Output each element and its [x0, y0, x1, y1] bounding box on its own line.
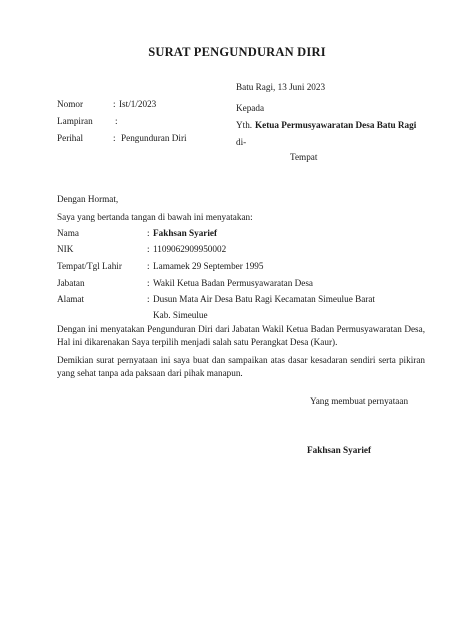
identity-alamat-sep: :: [147, 294, 150, 304]
place-date: Batu Ragi, 13 Juni 2023: [236, 82, 326, 92]
identity-nama-value: Fakhsan Syarief: [153, 228, 218, 238]
recipient-yth: Yth.: [236, 120, 253, 130]
recipient-kepada: Kepada: [236, 103, 265, 113]
meta-nomor-sep: :: [113, 99, 116, 109]
greeting: Dengan Hormat,: [57, 194, 119, 204]
meta-lampiran-label: Lampiran: [57, 116, 93, 126]
letter-title: SURAT PENGUNDURAN DIRI: [148, 45, 326, 59]
intro-text: Saya yang bertanda tangan di bawah ini menyatakan:: [57, 212, 253, 222]
identity-nik-value: 1109062909950002: [153, 244, 227, 254]
meta-perihal-sep: :: [113, 133, 116, 143]
identity-jabatan-value: Wakil Ketua Badan Permusyawaratan Desa: [153, 278, 313, 288]
signature-name: Fakhsan Syarief: [307, 445, 372, 455]
identity-nama-sep: :: [147, 228, 150, 238]
meta-nomor-label: Nomor: [57, 99, 84, 109]
meta-nomor-value: Ist/1/2023: [119, 99, 157, 109]
identity-nama-label: Nama: [57, 228, 79, 238]
recipient-di: di-: [236, 137, 247, 147]
body-paragraph-2: Demikian surat pernyataan ini saya buat dan sampaikan atas dasar kesadaran sendiri serta pikiran yang sehat tanpa ada paksaan dari pihak manapun.: [57, 355, 425, 378]
identity-nik-sep: :: [147, 244, 150, 254]
identity-alamat-label: Alamat: [57, 294, 85, 304]
identity-ttl-value: Lamamek 29 September 1995: [153, 261, 264, 271]
recipient-name: Ketua Permusyawaratan Desa Batu Ragi: [255, 120, 417, 130]
identity-alamat-value: Dusun Mata Air Desa Batu Ragi Kecamatan Simeulue Barat: [153, 294, 375, 304]
identity-ttl-label: Tempat/Tgl Lahir: [57, 261, 122, 271]
identity-alamat-value-line2: Kab. Simeulue: [153, 310, 208, 320]
meta-perihal-value: Pengunduran Diri: [121, 133, 187, 143]
recipient-tempat: Tempat: [290, 152, 318, 162]
body-paragraph-1: Dengan ini menyatakan Pengunduran Diri dari Jabatan Wakil Ketua Badan Permusyawaratan Desa, Hal ini dikarenakan Saya terpilih menjadi salah satu Perangkat Desa (Kaur).: [57, 324, 425, 347]
identity-jabatan-sep: :: [147, 278, 150, 288]
identity-jabatan-label: Jabatan: [57, 278, 85, 288]
identity-nik-label: NIK: [57, 244, 74, 254]
meta-perihal-label: Perihal: [57, 133, 84, 143]
identity-ttl-sep: :: [147, 261, 150, 271]
meta-lampiran-sep: :: [115, 116, 118, 126]
signature-label: Yang membuat pernyataan: [310, 396, 409, 406]
